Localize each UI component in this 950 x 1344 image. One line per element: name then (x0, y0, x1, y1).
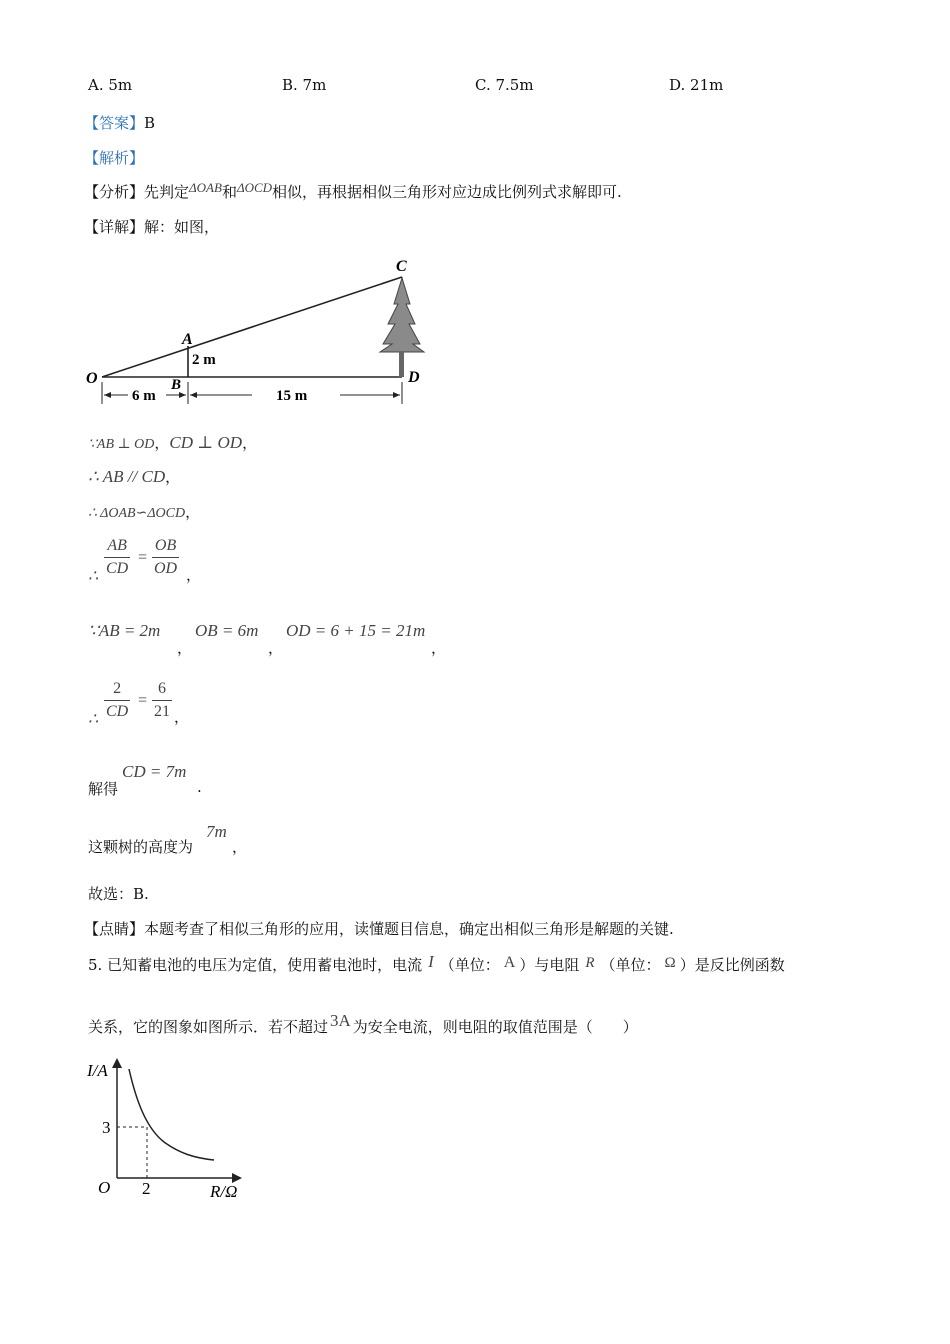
step9-choice: 故选：B. (88, 885, 149, 903)
step-parallel (88, 466, 180, 487)
step6-equals: = (137, 692, 148, 709)
step5-ab-value: ∵AB = 2m (88, 621, 161, 640)
step8-height: 7m (206, 822, 227, 841)
step4-fraction-left (104, 535, 130, 580)
answer-tag: 【答案】 (84, 114, 145, 132)
step2-end: ， (165, 468, 181, 486)
x-axis-label: R/Ω (210, 1182, 238, 1201)
label-a: A (182, 331, 193, 348)
step6-fraction-left (104, 678, 130, 723)
step1-ab-perp: ∵AB ⊥ OD (88, 437, 155, 452)
step6-den-21: 21 (154, 703, 170, 720)
fenxi-math-ocd: ΔOCD (236, 180, 273, 195)
step-similar (88, 501, 200, 522)
q5-text-2: （单位： (439, 956, 500, 974)
comment-line (84, 918, 674, 939)
step6-fraction-right (152, 678, 172, 723)
step4-equals: = (137, 549, 148, 566)
comment-tag: 【点睛】 (84, 920, 145, 938)
option-c: C. 7.5m (475, 76, 534, 94)
q5-math-a: A (503, 954, 516, 971)
step4-den-od: OD (154, 560, 178, 577)
analysis-tag: 【解析】 (84, 149, 145, 167)
option-d: D. 21m (669, 76, 724, 94)
dim-label-ab: 2 m (192, 352, 216, 368)
step4-therefore: ∴ (88, 568, 99, 585)
inverse-function-graph (84, 1050, 264, 1210)
q5-math-3a: 3A (330, 1011, 351, 1030)
comment-text: 本题考查了相似三角形的应用，读懂题目信息，确定出相似三角形是解题的关键. (144, 920, 674, 938)
step2-parallel: ∴ AB // CD (88, 467, 166, 486)
dim-arrowhead-bd-right (393, 392, 400, 398)
step3-similar: ∴ ΔOAB∽ΔOCD (88, 506, 186, 521)
tree-icon (380, 278, 424, 377)
answer-line (84, 112, 155, 133)
step6-num-6: 6 (152, 678, 172, 701)
fenxi-text-2: 和 (221, 183, 237, 201)
step-perpendicular (88, 432, 257, 453)
dim-arrowhead-bd-left (190, 392, 197, 398)
y-axis-arrow (112, 1058, 122, 1068)
step6-therefore: ∴ (88, 711, 99, 728)
q5-math-omega: Ω (664, 955, 676, 971)
q5-text-6: 关系，它的图象如图所示．若不超过 (88, 1018, 329, 1036)
dim-label-bd: 15 m (276, 388, 308, 404)
fenxi-text-3: 相似，再根据相似三角形对应边成比例列式求解即可. (272, 183, 622, 201)
step4-end: ， (186, 566, 202, 584)
q5-math-r: R (585, 955, 595, 971)
inverse-curve (129, 1069, 214, 1160)
step4-num-ab: AB (104, 535, 130, 558)
q5-line-1 (88, 954, 785, 975)
similar-triangles-figure (80, 252, 440, 412)
detail-line (84, 216, 219, 237)
origin-label: O (98, 1178, 111, 1197)
step5-ob-value: OB = 6m (195, 621, 259, 640)
detail-text: 解：如图， (144, 218, 220, 236)
fenxi-line (84, 181, 622, 202)
q5-math-i: I (428, 952, 434, 971)
q5-text-3: ）与电阻 (519, 956, 580, 974)
dim-arrowhead-ob-left (104, 392, 111, 398)
step6-den-cd: CD (106, 703, 129, 720)
q5-text-7: 为安全电流，则电阻的取值范围是（ ） (352, 1018, 638, 1036)
step1-sep: ， (154, 434, 170, 452)
fenxi-math-oab: ΔOAB (189, 180, 222, 195)
answer-value: B (144, 114, 156, 132)
step4-num-ob: OB (152, 535, 179, 558)
step6-num-2: 2 (104, 678, 130, 701)
label-b: B (171, 377, 182, 393)
step6-end: ， (174, 708, 190, 726)
step4-fraction-right (152, 535, 179, 580)
label-d: D (408, 369, 420, 386)
fenxi-text-1: 先判定 (144, 183, 190, 201)
fenxi-tag: 【分析】 (84, 183, 145, 201)
step8-text: 这颗树的高度为 (88, 838, 194, 856)
sight-line-oc (102, 277, 402, 377)
step7-text: 解得 (88, 780, 119, 798)
dim-label-ob: 6 m (132, 388, 156, 404)
q5-line-2 (88, 1011, 638, 1037)
x-tick-2: 2 (142, 1179, 151, 1198)
step5-od-value: OD = 6 + 15 = 21m (286, 621, 426, 640)
q5-text-4: （单位： (600, 956, 661, 974)
step7-result: CD = 7m (122, 762, 187, 781)
y-tick-3: 3 (102, 1118, 111, 1137)
step4-den-cd: CD (106, 560, 129, 577)
step8-end: ， (232, 838, 248, 856)
option-b: B. 7m (282, 76, 327, 94)
q5-text-5: ）是反比例函数 (679, 956, 785, 974)
step5-sep-2: ， (268, 639, 284, 657)
step1-cd-perp: CD ⊥ OD (169, 433, 243, 452)
q5-text-1: 5. 已知蓄电池的电压为定值，使用蓄电池时，电流 (88, 956, 423, 974)
label-o: O (86, 370, 98, 387)
y-axis-label: I/A (87, 1061, 108, 1080)
step5-sep-1: ， (177, 639, 193, 657)
step3-end: ， (185, 503, 201, 521)
step7-end: . (197, 778, 202, 796)
label-c: C (396, 258, 407, 275)
detail-tag: 【详解】 (84, 218, 145, 236)
step1-end: ， (242, 434, 258, 452)
option-a: A. 5m (88, 76, 133, 94)
step5-sep-3: ， (431, 639, 447, 657)
